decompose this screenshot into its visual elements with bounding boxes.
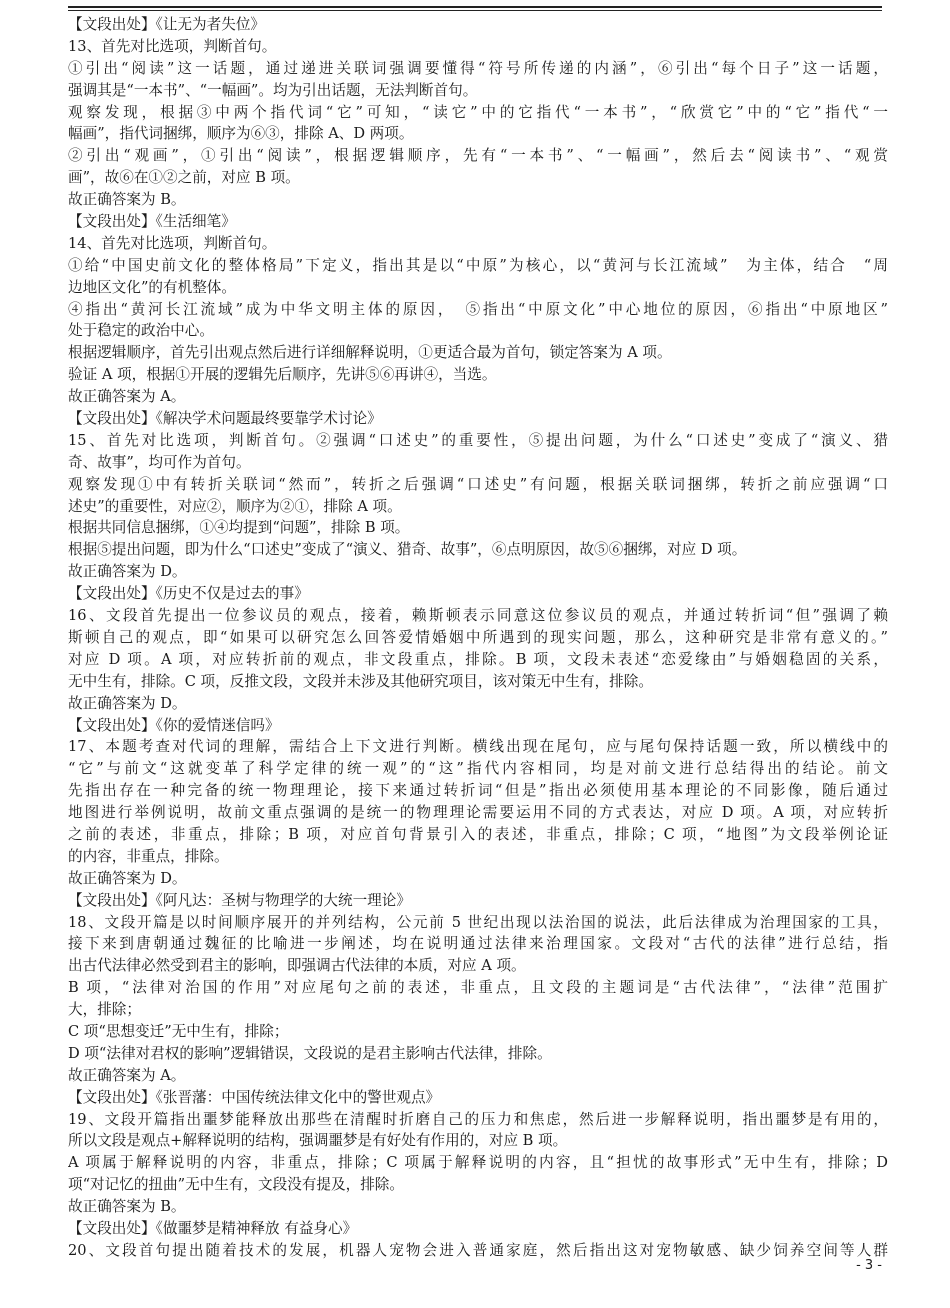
text-line: 【文段出处】《做噩梦是精神释放 有益身心》 bbox=[68, 1219, 358, 1237]
text-line: 强调其是“一本书”、“一幅画”。均为引出话题，无法判断首句。 bbox=[68, 81, 478, 99]
text-line: 处于稳定的政治中心。 bbox=[68, 322, 214, 340]
text-line: A 项属于解释说明的内容，非重点，排除；C 项属于解释说明的内容，且“担忧的故事形式”无中生有，排除；D bbox=[68, 1154, 888, 1172]
text-line: 无中生有，排除。C 项，反推文段，文段并未涉及其他研究项目，该对策无中生有，排除。 bbox=[68, 672, 653, 690]
text-line: 17、本题考查对代词的理解，需结合上下文进行判断。横线出现在尾句，应与尾句保持话题一致，所以横线中的 bbox=[68, 738, 888, 756]
text-line: D 项“法律对君权的影响”逻辑错误，文段说的是君主影响古代法律，排除。 bbox=[68, 1044, 552, 1062]
text-line: ④指出“黄河长江流域”成为中华文明主体的原因， ⑤指出“中原文化”中心地位的原因，⑥指出“中原地区” bbox=[68, 300, 888, 318]
text-line: 【文段出处】《阿凡达：圣树与物理学的大统一理论》 bbox=[68, 891, 411, 909]
text-line: B 项，“法律对治国的作用”对应尾句之前的表述，非重点，且文段的主题词是“古代法律”，“法律”范围扩 bbox=[68, 979, 888, 997]
text-line: 述史”的重要性，对应②，顺序为②①，排除 A 项。 bbox=[68, 497, 402, 515]
text-line: 【文段出处】《让无为者失位》 bbox=[68, 16, 266, 33]
text-line: 斯顿自己的观点，即“如果可以研究怎么回答爱情婚姻中所遇到的现实问题，那么，这种研究是非常有意义的。” bbox=[68, 628, 888, 646]
text-line: 奇、故事”，均可作为首句。 bbox=[68, 453, 251, 471]
text-line: 16、文段首先提出一位参议员的观点，接着，赖斯顿表示同意这位参议员的观点，并通过转折词“但”强调了赖 bbox=[68, 607, 888, 625]
text-line: 根据共同信息捆绑，①④均提到“问题”，排除 B 项。 bbox=[68, 519, 410, 537]
text-line: 对应 D 项。A 项，对应转折前的观点，非文段重点，排除。B 项，文段未表述“恋爱缘由”与婚姻稳固的关系， bbox=[68, 650, 888, 668]
text-line: 先指出存在一种完备的统一物理理论，接下来通过转折词“但是”指出必须使用基本理论的不同影像，随后通过 bbox=[68, 782, 888, 800]
text-line: 根据⑤提出问题，即为什么“口述史”变成了“演义、猎奇、故事”，⑥点明原因，故⑤⑥捆绑，对应 D 项。 bbox=[68, 541, 747, 559]
text-line: 故正确答案为 A。 bbox=[68, 388, 186, 406]
header-rule-thin bbox=[68, 10, 882, 11]
text-line: 20、文段首句提出随着技术的发展，机器人宠物会进入普通家庭，然后指出这对宠物敏感、缺少饲养空间等人群 bbox=[68, 1241, 888, 1259]
text-line: 故正确答案为 D。 bbox=[68, 694, 187, 712]
text-line: 【文段出处】《张晋藩：中国传统法律文化中的警世观点》 bbox=[68, 1088, 441, 1106]
text-line: 大，排除； bbox=[68, 1001, 141, 1019]
text-line: 项“对记忆的扭曲”无中生有，文段没有提及，排除。 bbox=[68, 1176, 404, 1194]
text-line: “它”与前文“这就变革了科学定律的统一观”的“这”指代内容相同，均是对前文进行总结得出的结论。前文 bbox=[68, 760, 888, 778]
text-line: 【文段出处】《生活细笔》 bbox=[68, 213, 236, 231]
text-line: 14、首先对比选项，判断首句。 bbox=[68, 234, 277, 252]
text-line: 13、首先对比选项，判断首句。 bbox=[68, 37, 277, 55]
text-line: 故正确答案为 B。 bbox=[68, 191, 186, 209]
text-line: 故正确答案为 D。 bbox=[68, 869, 187, 887]
text-line: 【文段出处】《历史不仅是过去的事》 bbox=[68, 585, 309, 603]
text-line: ②引出“观画”，①引出“阅读”，根据逻辑顺序，先有“一本书”、“一幅画”，然后去“阅读书”、“观赏 bbox=[68, 147, 888, 165]
text-line: 出古代法律必然受到君主的影响，即强调古代法律的本质，对应 A 项。 bbox=[68, 957, 526, 975]
text-line: 故正确答案为 D。 bbox=[68, 563, 187, 581]
header-rule bbox=[68, 6, 882, 8]
text-line: 画”，故⑥在①②之前，对应 B 项。 bbox=[68, 169, 300, 187]
text-line: 所以文段是观点+解释说明的结构，强调噩梦是有好处有作用的，对应 B 项。 bbox=[68, 1132, 568, 1150]
text-line: ①给“中国史前文化的整体格局”下定义，指出其是以“中原”为核心，以“黄河与长江流域” 为主体，结合 “周 bbox=[68, 256, 888, 274]
text-line: 边地区文化”的有机整体。 bbox=[68, 278, 236, 296]
text-line: 【文段出处】《你的爱情迷信吗》 bbox=[68, 716, 280, 734]
text-line: 故正确答案为 B。 bbox=[68, 1198, 186, 1216]
text-line: 验证 A 项，根据①开展的逻辑先后顺序，先讲⑤⑥再讲④，当选。 bbox=[68, 366, 497, 384]
text-line: 的内容，非重点，排除。 bbox=[68, 847, 229, 865]
text-line: 接下来到唐朝通过魏征的比喻进一步阐述，均在说明通过法律来治理国家。文段对“古代的法律”进行总结，指 bbox=[68, 935, 888, 953]
document-body bbox=[68, 14, 888, 1262]
text-line: 根据逻辑顺序，首先引出观点然后进行详细解释说明，①更适合最为首句，锁定答案为 A 项。 bbox=[68, 344, 672, 362]
text-line: 观察发现，根据③中两个指代词“它”可知，“读它”中的它指代“一本书”，“欣赏它”中的“它”指代“一 bbox=[68, 103, 888, 121]
text-line: 18、文段开篇是以时间顺序展开的并列结构，公元前 5 世纪出现以法治国的说法，此后法律成为治理国家的工具， bbox=[68, 913, 888, 931]
text-line: ①引出“阅读”这一话题，通过递进关联词强调要懂得“符号所传递的内涵”，⑥引出“每个日子”这一话题， bbox=[68, 59, 888, 77]
text-line: 观察发现①中有转折关联词“然而”，转折之后强调“口述史”有问题，根据关联词捆绑，转折之前应强调“口 bbox=[68, 475, 888, 493]
page-number: - 3 - bbox=[856, 1258, 882, 1273]
text-line: 故正确答案为 A。 bbox=[68, 1066, 186, 1084]
text-line: 之前的表述，非重点，排除；B 项，对应首句背景引入的表述，非重点，排除；C 项，“地图”为文段举例论证 bbox=[68, 825, 888, 843]
text-line: 19、文段开篇指出噩梦能释放出那些在清醒时折磨自己的压力和焦虑，然后进一步解释说明，指出噩梦是有用的， bbox=[68, 1110, 888, 1128]
text-line: 【文段出处】《解决学术问题最终要靠学术讨论》 bbox=[68, 410, 382, 428]
text-line: 15、首先对比选项，判断首句。②强调“口述史”的重要性，⑤提出问题，为什么“口述史”变成了“演义、猎 bbox=[68, 431, 888, 449]
text-line: 地图进行举例说明，故前文重点强调的是统一的物理理论需要运用不同的方式表达，对应 D 项。A 项，对应转折 bbox=[68, 804, 888, 822]
text-line: 幅画”，指代词捆绑，顺序为⑥③，排除 A、D 两项。 bbox=[68, 125, 414, 143]
text-line: C 项“思想变迁”无中生有，排除； bbox=[68, 1022, 289, 1040]
